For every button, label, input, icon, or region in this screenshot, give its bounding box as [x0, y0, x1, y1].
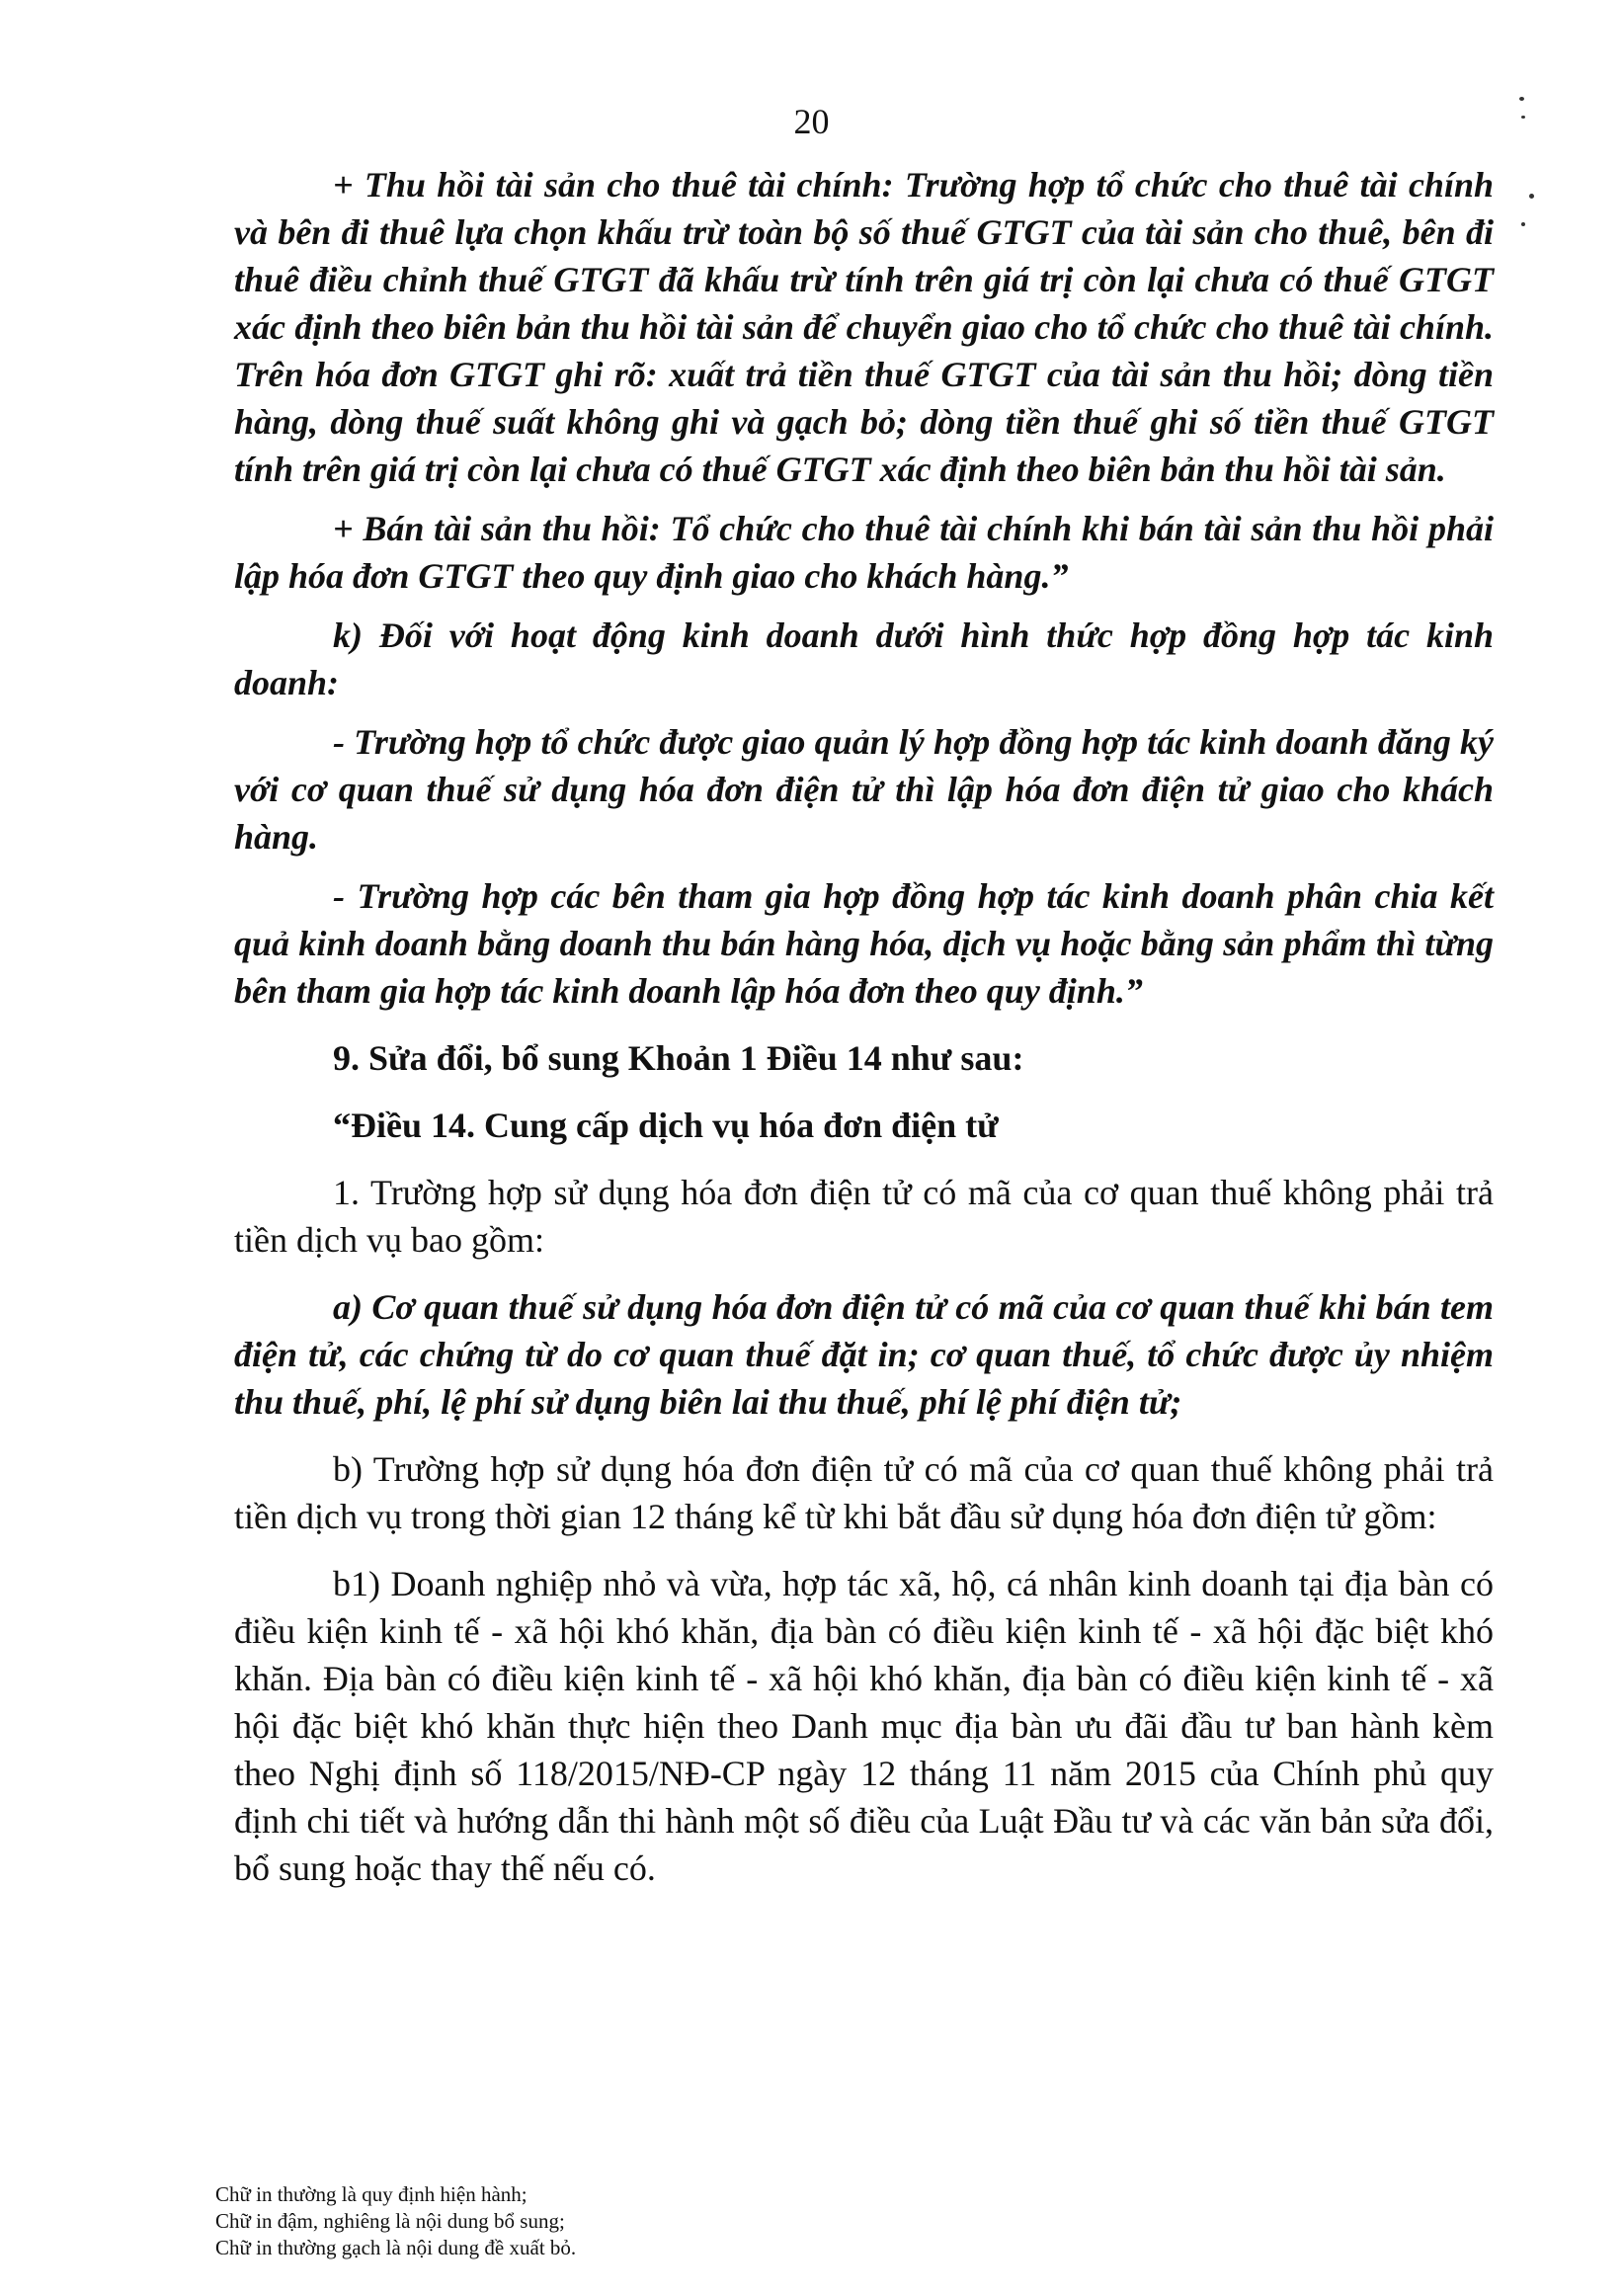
scan-speck — [1529, 194, 1534, 199]
paragraph-bcc-parties: - Trường hợp các bên tham gia hợp đồng hợp tác kinh doanh phân chia kết quả kinh doanh bằng doanh thu bán hàng hóa, dịch vụ hoặc bằng sản phẩm thì từng bên tham gia hợp tác kinh doanh lập hóa đơn theo quy định.” — [234, 876, 1494, 1011]
paragraph-item-a: a) Cơ quan thuế sử dụng hóa đơn điện tử có mã của cơ quan thuế khi bán tem điện tử, các chứng từ do cơ quan thuế đặt in; cơ quan thuế, tổ chức được ủy nhiệm thu thuế, phí, lệ phí sử dụng biên lai thu thuế, phí lệ phí điện tử; — [234, 1287, 1494, 1422]
paragraph-lease-asset-recovery: + Thu hồi tài sản cho thuê tài chính: Trường hợp tổ chức cho thuê tài chính và bên đi thuê lựa chọn khấu trừ toàn bộ số thuế GTGT của tài sản cho thuê, bên đi thuê điều chỉnh thuế GTGT đã khấu trừ tính trên giá trị còn lại chưa có thuế GTGT xác định theo biên bản thu hồi tài sản để chuyển giao cho tổ chức cho thuê tài chính. Trên hóa đơn GTGT ghi rõ: xuất trả tiền thuế GTGT của tài sản thu hồi; dòng tiền hàng, dòng thuế suất không ghi và gạch bỏ; dòng tiền thuế ghi số tiền thuế GTGT tính trên giá trị còn lại chưa có thuế GTGT xác định theo biên bản thu hồi tài sản. — [234, 165, 1494, 489]
footnote-strikethrough: Chữ in thường gạch là nội dung đề xuất bỏ. — [215, 2236, 577, 2259]
paragraph-item-b: b) Trường hợp sử dụng hóa đơn điện tử có mã của cơ quan thuế không phải trả tiền dịch vụ trong thời gian 12 tháng kể từ khi bắt đầu sử dụng hóa đơn điện tử gồm: — [234, 1449, 1494, 1536]
paragraph-clause-1: 1. Trường hợp sử dụng hóa đơn điện tử có mã của cơ quan thuế không phải trả tiền dịch vụ bao gồm: — [234, 1173, 1494, 1260]
paragraph-article-14-title: “Điều 14. Cung cấp dịch vụ hóa đơn điện tử — [333, 1106, 999, 1145]
page-number: 20 — [793, 102, 830, 141]
paragraph-item-k: k) Đối với hoạt động kinh doanh dưới hình thức hợp đồng hợp tác kinh doanh: — [234, 615, 1494, 702]
footnote-regular: Chữ in thường là quy định hiện hành; — [215, 2182, 527, 2206]
document-body — [234, 161, 1494, 1892]
paragraph-amendment-heading: 9. Sửa đổi, bổ sung Khoản 1 Điều 14 như sau: — [333, 1038, 1024, 1078]
scan-speck — [1519, 97, 1524, 101]
footnotes — [215, 2181, 1104, 2261]
scan-speck — [1521, 222, 1525, 226]
paragraph-bcc-manager: - Trường hợp tổ chức được giao quản lý hợp đồng hợp tác kinh doanh đăng ký với cơ quan thuế sử dụng hóa đơn điện tử thì lập hóa đơn điện tử giao cho khách hàng. — [234, 722, 1494, 857]
scan-speck — [1521, 116, 1525, 119]
footnote-bold-italic: Chữ in đậm, nghiêng là nội dung bổ sung; — [215, 2209, 565, 2233]
paragraph-item-b1: b1) Doanh nghiệp nhỏ và vừa, hợp tác xã, hộ, cá nhân kinh doanh tại địa bàn có điều kiện kinh tế - xã hội khó khăn, địa bàn có điều kiện kinh tế - xã hội đặc biệt khó khăn. Địa bàn có điều kiện kinh tế - xã hội khó khăn, địa bàn có điều kiện kinh tế - xã hội đặc biệt khó khăn thực hiện theo Danh mục địa bàn ưu đãi đầu tư ban hành kèm theo Nghị định số 118/2015/NĐ-CP ngày 12 tháng 11 năm 2015 của Chính phủ quy định chi tiết và hướng dẫn thi hành một số điều của Luật Đầu tư và các văn bản sửa đổi, bổ sung hoặc thay thế nếu có. — [234, 1564, 1494, 1888]
paragraph-sell-recovered-asset: + Bán tài sản thu hồi: Tổ chức cho thuê tài chính khi bán tài sản thu hồi phải lập hóa đơn GTGT theo quy định giao cho khách hàng.” — [234, 509, 1494, 596]
